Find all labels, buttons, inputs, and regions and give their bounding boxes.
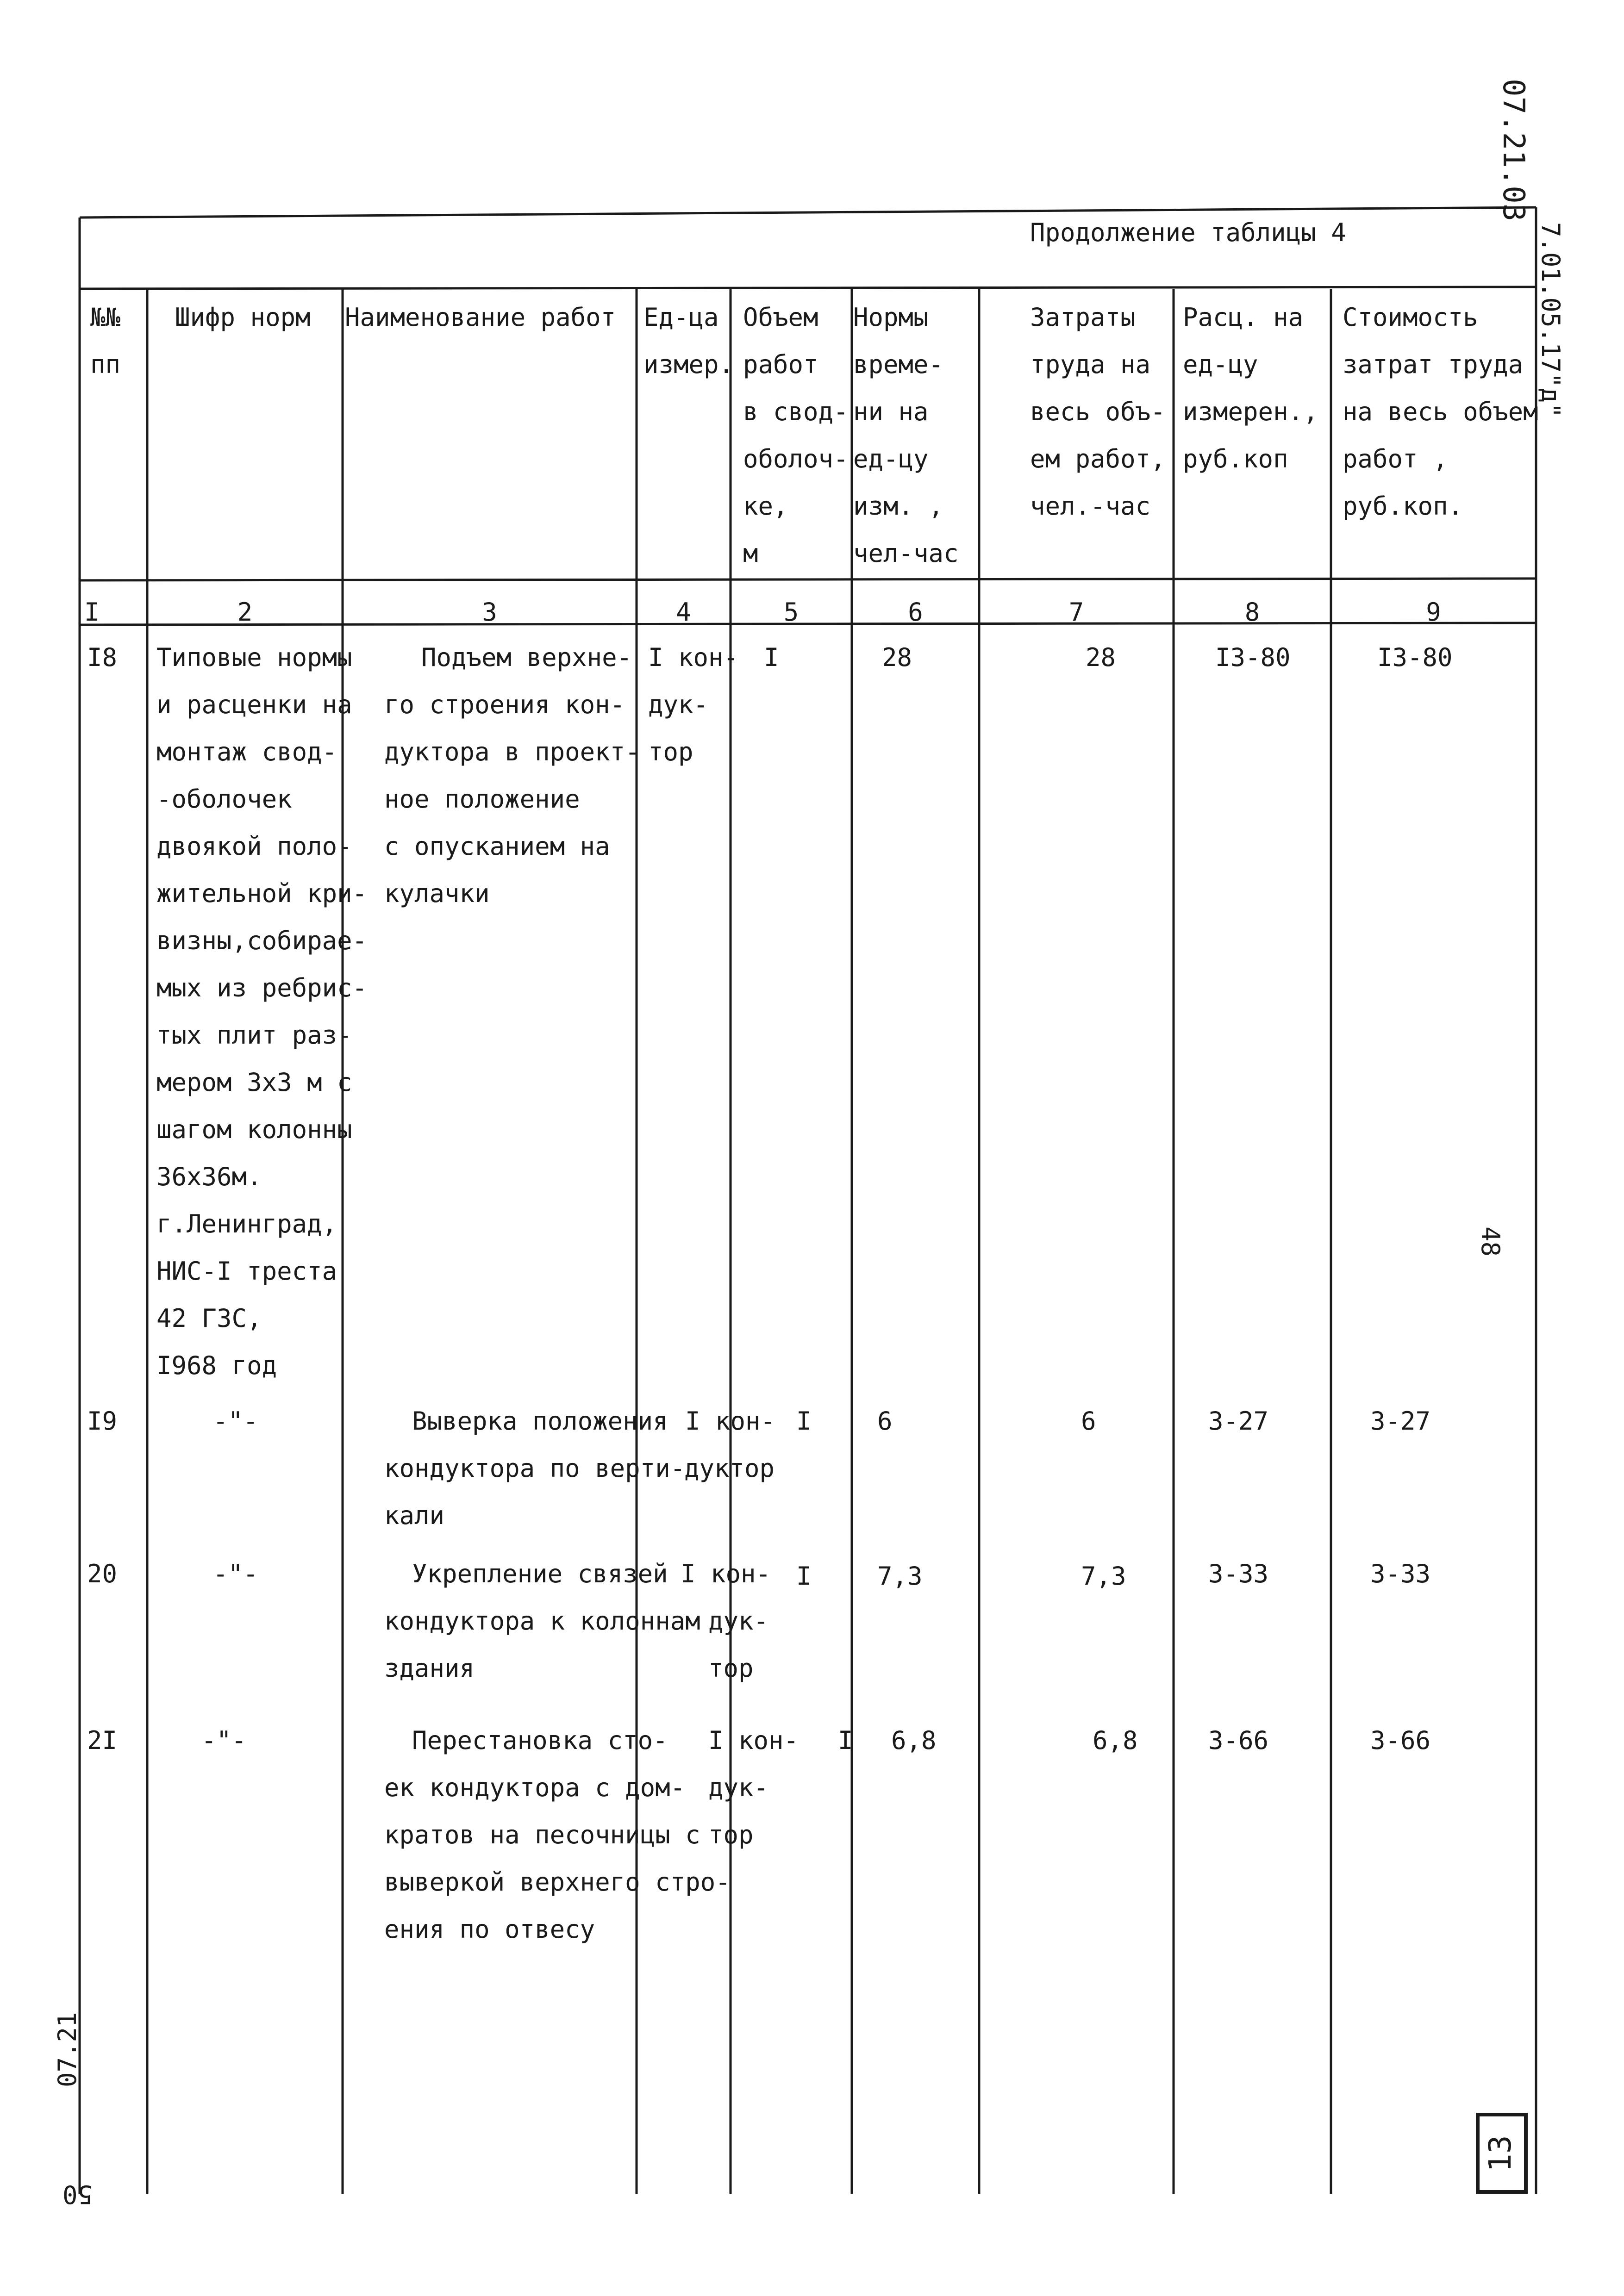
bottom-left-code: 07.21 xyxy=(53,2012,82,2087)
row-number: 20 xyxy=(87,1559,118,1588)
labor-total: 28 xyxy=(1086,643,1116,672)
labor-cost: 3-27 xyxy=(1370,1406,1431,1436)
labor-total: 7,3 xyxy=(1081,1562,1126,1591)
labor-total: 6,8 xyxy=(1093,1726,1138,1755)
row-number: 2I xyxy=(87,1726,118,1755)
col-number-3: 3 xyxy=(482,597,497,627)
col-number-4: 4 xyxy=(676,597,691,627)
norm-code: -"- xyxy=(201,1726,247,1755)
header-col-5: Объем работ в свод- оболоч- ке, м xyxy=(743,303,849,568)
header-col-6: Нормы време- ни на ед-цу изм. , чел-час xyxy=(853,303,959,568)
work-name: Выверка положения кондуктора по верти- кали xyxy=(384,1406,686,1530)
table-caption: Продолжение таблицы 4 xyxy=(1030,218,1346,247)
time-norm: 28 xyxy=(882,643,912,672)
work-volume: I xyxy=(796,1406,812,1436)
page-number: 13 xyxy=(1482,2135,1518,2172)
header-col-1: №№ пп xyxy=(90,303,121,379)
unit: I кон- дук- тор xyxy=(708,1726,799,1849)
bottom-left-mark: 50 xyxy=(62,2180,93,2209)
page-side-number: 48 xyxy=(1476,1226,1505,1257)
row-number: I9 xyxy=(87,1406,118,1436)
top-right-code: 07.21.03 xyxy=(1496,79,1530,222)
col-number-7: 7 xyxy=(1068,597,1084,627)
col-number-6: 6 xyxy=(908,597,923,627)
labor-cost: 3-66 xyxy=(1370,1726,1431,1755)
header-col-7: Затраты труда на весь объ- ем работ, чел.-час xyxy=(1030,303,1166,521)
time-norm: 7,3 xyxy=(877,1562,923,1591)
unit: I кон- дук- тор xyxy=(648,643,739,766)
col-number-1: I xyxy=(84,597,100,627)
work-name: Укрепление связей кондуктора к колоннам здания xyxy=(384,1559,700,1683)
unit: I кон- xyxy=(685,1406,776,1436)
col-number-8: 8 xyxy=(1244,597,1260,627)
work-volume: I xyxy=(838,1726,853,1755)
caption-rule xyxy=(80,287,1536,289)
labor-cost: I3-80 xyxy=(1377,643,1453,672)
row-number: I8 xyxy=(87,643,118,672)
work-name: Перестановка сто- ек кондуктора с дом- кратов на песочницы с выверкой верхнего стро- ения по отвесу xyxy=(384,1726,731,1944)
labor-total: 6 xyxy=(1081,1406,1096,1436)
col-number-5: 5 xyxy=(783,597,799,627)
header-col-9: Стоимость затрат труда на весь объем работ , руб.коп. xyxy=(1343,303,1538,521)
work-volume: I xyxy=(796,1562,812,1591)
col-number-9: 9 xyxy=(1426,597,1441,627)
header-col-4: Ед-ца измер. xyxy=(643,303,734,379)
header-col-8: Расц. на ед-цу измерен., руб.коп xyxy=(1183,303,1318,473)
norm-code: -"- xyxy=(213,1559,258,1588)
work-name: Подъем верхне- го строения кон- дуктора в проект- ное положение с опусканием на кулачки xyxy=(384,643,640,908)
header-col-2: Шифр норм xyxy=(175,303,311,332)
col-number-2: 2 xyxy=(237,597,253,627)
norm-code: -"- xyxy=(213,1406,258,1436)
unit-rate: 3-33 xyxy=(1208,1559,1269,1588)
time-norm: 6 xyxy=(877,1406,893,1436)
side-code: 7.01.05.17"д" xyxy=(1536,222,1565,418)
unit-rate: 3-66 xyxy=(1208,1726,1269,1755)
work-volume: I xyxy=(764,643,779,672)
time-norm: 6,8 xyxy=(891,1726,937,1755)
page-number-box xyxy=(1476,2113,1528,2194)
unit-rate: 3-27 xyxy=(1208,1406,1269,1436)
unit: дуктор xyxy=(684,1454,775,1483)
labor-cost: 3-33 xyxy=(1370,1559,1431,1588)
unit-rate: I3-80 xyxy=(1215,643,1291,672)
header-rule xyxy=(80,579,1536,580)
header-col-3: Наименование работ xyxy=(345,303,616,332)
norm-code: Типовые нормы и расценки на монтаж свод- -оболочек двоякой поло- жительной кри- визны,собирае- мых из ребрис- тых плит раз- мером 3х3 м с шагом колонны 36х36м. г.Ленинград, НИС-I треста 42 ГЗС, I968 год xyxy=(156,643,368,1380)
unit: I кон- дук- тор xyxy=(681,1559,771,1683)
